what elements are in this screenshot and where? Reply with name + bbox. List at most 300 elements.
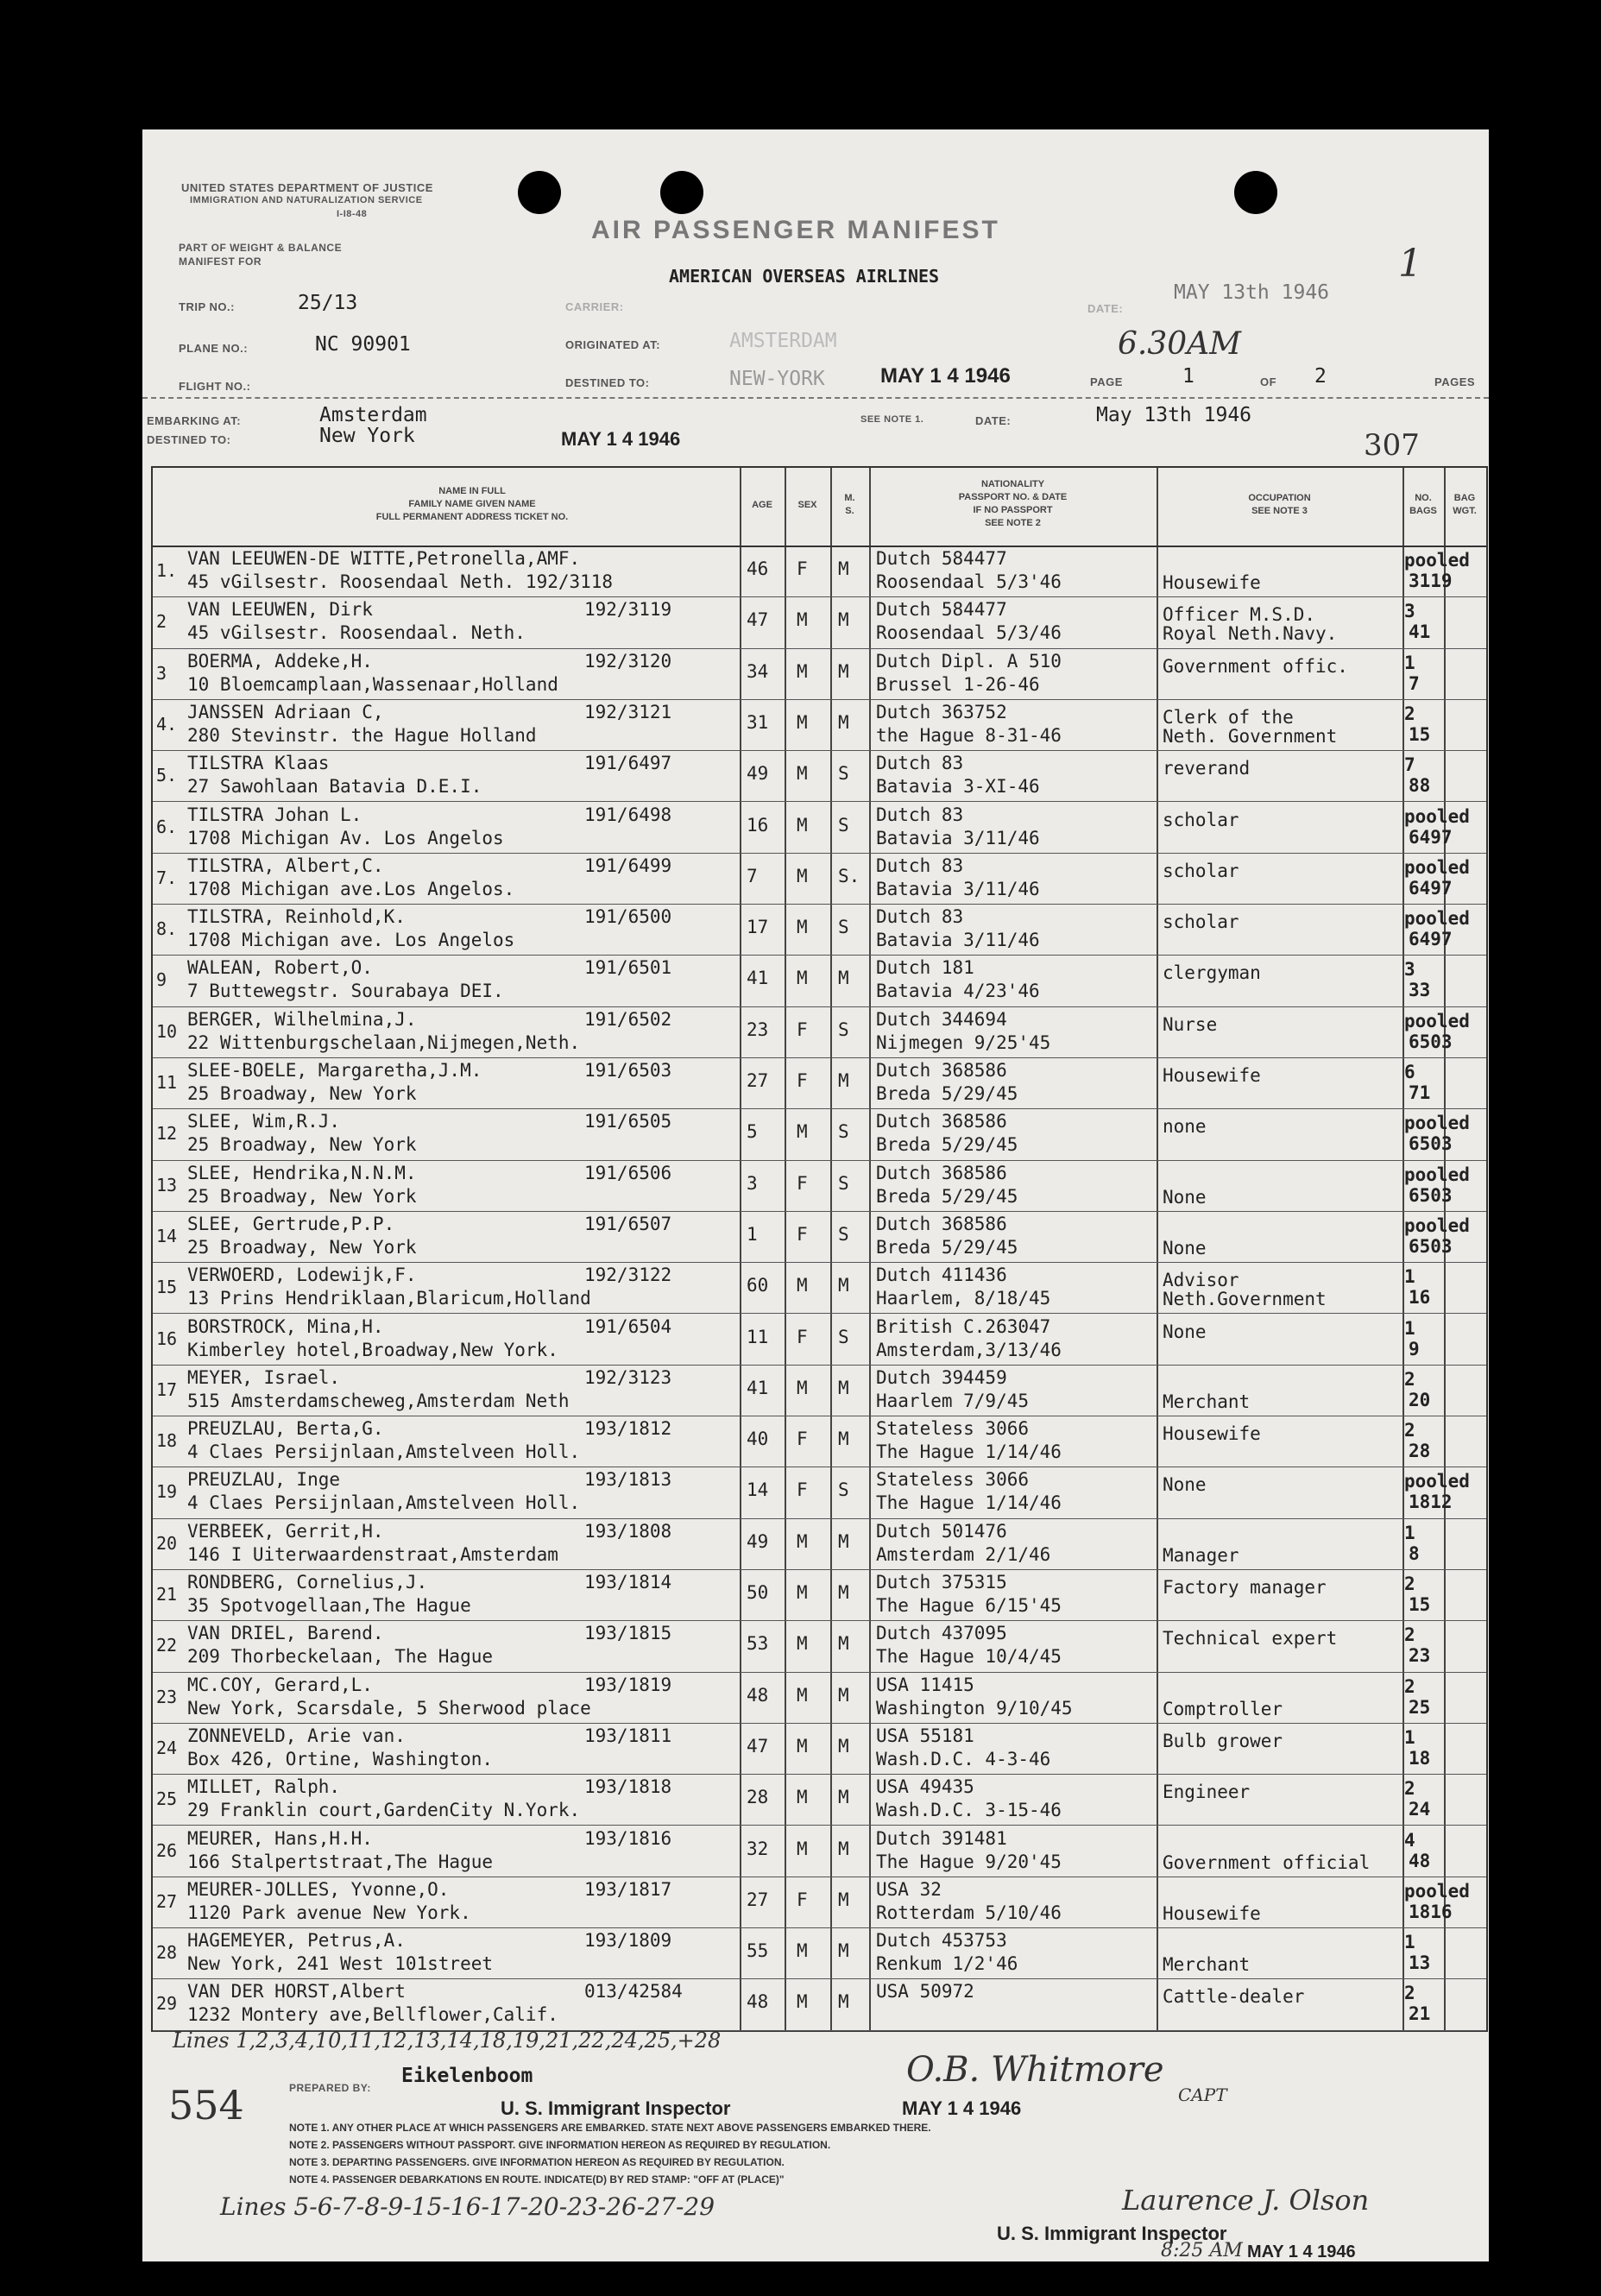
cell-sex: M — [797, 1121, 808, 1143]
carrier-label: CARRIER: — [565, 300, 624, 313]
cell-bags: pooled — [1404, 1880, 1470, 1902]
embarking-value: Amsterdam — [319, 404, 427, 426]
cell-nat1: Dutch 363752 — [876, 701, 1007, 722]
cell-wt: 21 — [1409, 2003, 1431, 2025]
cell-ticket: 191/6501 — [584, 957, 672, 979]
cell-nat1: British C.263047 — [876, 1315, 1051, 1337]
cell-wt: 15 — [1409, 723, 1431, 745]
cell-addr: 1232 Montery ave,Bellflower,Calif. — [187, 2004, 558, 2026]
cell-bags: 1 — [1404, 652, 1415, 673]
cell-ticket: 193/1812 — [584, 1418, 672, 1440]
cell-bags: pooled — [1404, 1010, 1470, 1031]
cell-occ1: scholar — [1163, 860, 1239, 881]
cell-nat1: Dutch 83 — [876, 753, 964, 774]
cell-nat1: Dutch 344694 — [876, 1008, 1007, 1030]
cell-name: TILSTRA, Reinhold,K. — [187, 906, 406, 928]
captain-title: CAPT — [1178, 2085, 1227, 2105]
table-row — [153, 1978, 1486, 2030]
cell-n: 19 — [156, 1481, 178, 1503]
cell-wt: 3119 — [1409, 571, 1453, 591]
note-line: NOTE 2. PASSENGERS WITHOUT PASSPORT. GIVE INFORMATION HEREON AS REQUIRED BY REGULATION. — [289, 2139, 831, 2151]
cell-nat2: Batavia 3/11/46 — [876, 878, 1040, 899]
cell-ms: S — [838, 1172, 849, 1194]
cell-n: 6. — [156, 816, 178, 837]
cell-wt: 7 — [1409, 672, 1420, 694]
cell-age: 31 — [747, 711, 769, 733]
see-note-1: SEE NOTE 1. — [860, 414, 924, 425]
header-line: PASSPORT NO. & DATE — [958, 492, 1068, 502]
inspector-date-2: MAY 1 4 1946 — [1247, 2242, 1356, 2261]
cell-ms: M — [838, 1735, 849, 1757]
cell-occ2: Merchant — [1163, 1954, 1251, 1976]
page-label: PAGE — [1090, 375, 1123, 388]
cell-ms: M — [838, 558, 849, 579]
manifest-date: MAY 13th 1946 — [1174, 281, 1330, 304]
cell-sex: M — [797, 1377, 808, 1398]
cell-wt: 1812 — [1409, 1492, 1453, 1513]
cell-bags: 1 — [1404, 1932, 1415, 1953]
cell-addr: 25 Broadway, New York — [187, 1236, 417, 1258]
cell-wt: 28 — [1409, 1441, 1431, 1462]
cell-ticket: 193/1811 — [584, 1725, 672, 1746]
cell-bags: 7 — [1404, 754, 1415, 776]
cell-addr: Box 426, Ortine, Washington. — [187, 1748, 494, 1769]
cell-nat2: Brussel 1-26-46 — [876, 673, 1040, 695]
cell-age: 48 — [747, 1684, 769, 1706]
header-line: WGT. — [1453, 506, 1477, 516]
cell-bags: 1 — [1404, 1522, 1415, 1543]
date2-label: DATE: — [975, 414, 1012, 427]
flight-label: FLIGHT NO.: — [179, 380, 251, 393]
cell-bags: 1 — [1404, 1726, 1415, 1748]
punch-hole — [1234, 171, 1277, 214]
cell-sex: M — [797, 1838, 808, 1859]
cell-name: MILLET, Ralph. — [187, 1776, 341, 1798]
cell-occ1: Officer M.S.D. — [1163, 604, 1316, 626]
cell-name: SLEE, Hendrika,N.N.M. — [187, 1162, 417, 1183]
cell-nat1: Dutch 584477 — [876, 599, 1007, 621]
cell-sex: F — [797, 1223, 808, 1245]
table-row — [153, 1877, 1486, 1928]
cell-nat2: Nijmegen 9/25'45 — [876, 1031, 1051, 1053]
cell-sex: M — [797, 1530, 808, 1552]
cell-nat1: Dutch 411436 — [876, 1265, 1007, 1286]
cell-bags: pooled — [1404, 805, 1470, 827]
cell-bags: 2 — [1404, 1675, 1415, 1697]
cell-sex: M — [797, 1633, 808, 1655]
cell-ms: M — [838, 1429, 849, 1450]
cell-nat1: Stateless 3066 — [876, 1418, 1030, 1440]
inspector-title-1: U. S. Immigrant Inspector — [501, 2097, 731, 2119]
cell-occ1: Government offic. — [1163, 655, 1348, 677]
cell-addr: Kimberley hotel,Broadway,New York. — [187, 1339, 558, 1360]
note-line: NOTE 3. DEPARTING PASSENGERS. GIVE INFORMATION HEREON AS REQUIRED BY REGULATION. — [289, 2156, 785, 2168]
cell-nat2: The Hague 6/15'45 — [876, 1595, 1062, 1616]
cell-age: 28 — [747, 1787, 769, 1808]
cell-ticket: 193/1816 — [584, 1827, 672, 1849]
cell-wt: 6503 — [1409, 1133, 1453, 1155]
cell-bags: 2 — [1404, 1420, 1415, 1441]
header-line: FULL PERMANENT ADDRESS TICKET NO. — [375, 512, 569, 522]
table-row — [153, 648, 1486, 700]
cell-name: BOERMA, Addeke,H. — [187, 650, 373, 672]
cell-ticket: 191/6505 — [584, 1111, 672, 1132]
cell-addr: 209 Thorbeckelaan, The Hague — [187, 1646, 494, 1668]
cell-wt: 15 — [1409, 1594, 1431, 1615]
cell-ms: S. — [838, 865, 860, 886]
cell-wt: 8 — [1409, 1542, 1420, 1564]
cell-nat2: Breda 5/29/45 — [876, 1236, 1018, 1258]
table-row — [153, 1108, 1486, 1160]
cell-n: 12 — [156, 1123, 178, 1145]
page-total: 2 — [1314, 365, 1327, 388]
cell-nat2: Wash.D.C. 3-15-46 — [876, 1800, 1062, 1821]
page-number: 1 — [1182, 365, 1194, 388]
cell-nat2: Batavia 4/23'46 — [876, 981, 1040, 1002]
handwritten-554: 554 — [168, 2082, 244, 2129]
cell-name: WALEAN, Robert,O. — [187, 957, 373, 979]
cell-nat1: Dutch 83 — [876, 855, 964, 876]
cell-age: 7 — [747, 865, 758, 886]
cell-occ2: Comptroller — [1163, 1698, 1283, 1719]
cell-ticket: 192/3123 — [584, 1366, 672, 1388]
cell-occ1: Housewife — [1163, 1065, 1261, 1086]
cell-ticket: 193/1817 — [584, 1878, 672, 1900]
cell-addr: 29 Franklin court,GardenCity N.York. — [187, 1800, 581, 1821]
cell-bags: pooled — [1404, 856, 1470, 878]
bags-column-header — [1402, 492, 1444, 518]
cell-occ1: reverand — [1163, 758, 1251, 779]
cell-bags: pooled — [1404, 550, 1470, 571]
cell-wt: 6503 — [1409, 1184, 1453, 1206]
cell-sex: M — [797, 1684, 808, 1706]
cell-addr: 45 vGilsestr. Roosendaal. Neth. — [187, 622, 526, 644]
cell-occ2: Neth. Government — [1163, 725, 1338, 747]
cell-ticket: 191/6498 — [584, 804, 672, 825]
cell-occ1: None — [1163, 1474, 1207, 1496]
cell-name: SLEE, Wim,R.J. — [187, 1111, 341, 1132]
table-header — [153, 468, 1486, 547]
cell-n: 4. — [156, 713, 178, 735]
table-row — [153, 1774, 1486, 1826]
cell-wt: 24 — [1409, 1799, 1431, 1820]
cell-ticket: 192/3121 — [584, 701, 672, 722]
cell-ms: M — [838, 1684, 849, 1706]
nationality-column-header — [869, 478, 1157, 530]
cell-ms: M — [838, 711, 849, 733]
table-row — [153, 1826, 1486, 1877]
cell-bags: 2 — [1404, 1574, 1415, 1594]
divider — [142, 397, 1489, 399]
cell-addr: 1120 Park avenue New York. — [187, 1902, 471, 1923]
cell-n: 13 — [156, 1174, 178, 1195]
cell-sex: M — [797, 968, 808, 989]
cell-addr: New York, 241 West 101street — [187, 1953, 494, 1975]
cell-nat1: Dutch 391481 — [876, 1827, 1007, 1849]
cell-nat1: Dutch 394459 — [876, 1366, 1007, 1388]
cell-n: 14 — [156, 1225, 178, 1246]
cell-bags: 1 — [1404, 1317, 1415, 1339]
cell-name: VERBEEK, Gerrit,H. — [187, 1520, 384, 1542]
cell-bags: pooled — [1404, 1113, 1470, 1134]
cell-sex: M — [797, 1275, 808, 1296]
cell-nat2: The Hague 10/4/45 — [876, 1646, 1062, 1668]
cell-nat1: Dutch Dipl. A 510 — [876, 650, 1062, 672]
cell-ticket: 191/6506 — [584, 1162, 672, 1183]
cell-bags: 2 — [1404, 1778, 1415, 1800]
cell-age: 55 — [747, 1940, 769, 1962]
cell-ticket: 193/1814 — [584, 1572, 672, 1593]
cell-bags: 6 — [1404, 1062, 1415, 1082]
cell-sex: M — [797, 660, 808, 682]
cell-ms: S — [838, 1223, 849, 1245]
cell-sex: M — [797, 1582, 808, 1603]
table-row — [153, 1416, 1486, 1467]
cell-ms: M — [838, 1991, 849, 2013]
cell-addr: New York, Scarsdale, 5 Sherwood place — [187, 1697, 591, 1719]
cell-nat1: Dutch 437095 — [876, 1623, 1007, 1644]
cell-bags: 2 — [1404, 1368, 1415, 1390]
cell-nat2: Roosendaal 5/3/46 — [876, 622, 1062, 644]
table-row — [153, 904, 1486, 956]
cell-name: PREUZLAU, Berta,G. — [187, 1418, 384, 1440]
cell-sex: F — [797, 1070, 808, 1091]
header-line: FAMILY NAME GIVEN NAME — [408, 499, 536, 509]
cell-age: 5 — [747, 1121, 758, 1143]
ms-column-header — [830, 492, 869, 518]
cell-sex: M — [797, 711, 808, 733]
cell-bags: 1 — [1404, 1266, 1415, 1288]
carrier-name: AMERICAN OVERSEAS AIRLINES — [669, 266, 940, 287]
table-row — [153, 1672, 1486, 1724]
cell-nat1: USA 11415 — [876, 1674, 974, 1695]
cell-nat1: USA 49435 — [876, 1776, 974, 1798]
name-column-header — [256, 485, 688, 524]
cell-ticket: 193/1813 — [584, 1469, 672, 1491]
pages-label: PAGES — [1434, 375, 1476, 388]
cell-wt: 16 — [1409, 1287, 1431, 1309]
prepared-by: Eikelenboom — [401, 2065, 533, 2087]
table-row — [153, 1006, 1486, 1058]
cell-nat2: Renkum 1/2'46 — [876, 1953, 1018, 1975]
handwritten-page-mark: 1 — [1398, 242, 1422, 286]
cell-ticket: 191/6504 — [584, 1315, 672, 1337]
cell-n: 10 — [156, 1020, 178, 1042]
cell-occ1: None — [1163, 1321, 1207, 1342]
header-line: NATIONALITY — [980, 479, 1045, 489]
cell-ticket: 191/6500 — [584, 906, 672, 928]
cell-nat1: Dutch 181 — [876, 957, 974, 979]
cell-ticket: 193/1818 — [584, 1776, 672, 1798]
handwritten-lines-2: Lines 5-6-7-8-9-15-16-17-20-23-26-27-29 — [220, 2192, 715, 2221]
cell-ms: S — [838, 814, 849, 836]
cell-addr: 25 Broadway, New York — [187, 1185, 417, 1207]
embarking-label: EMBARKING AT: — [147, 414, 242, 427]
cell-wt: 6503 — [1409, 1031, 1453, 1052]
cell-wt: 9 — [1409, 1338, 1420, 1359]
date-stamp-2: MAY 1 4 1946 — [561, 428, 681, 450]
punch-hole — [518, 171, 561, 214]
cell-addr: 4 Claes Persijnlaan,Amstelveen Holl. — [187, 1441, 581, 1463]
cell-occ1: scholar — [1163, 911, 1239, 933]
destined-label: DESTINED TO: — [565, 376, 650, 389]
cell-ticket: 193/1808 — [584, 1520, 672, 1542]
cell-age: 41 — [747, 1377, 769, 1398]
inspector-signature: Laurence J. Olson — [1122, 2184, 1370, 2217]
cell-wt: 25 — [1409, 1696, 1431, 1718]
table-row — [153, 596, 1486, 648]
cell-wt: 41 — [1409, 621, 1431, 643]
cell-addr: 515 Amsterdamscheweg,Amsterdam Neth — [187, 1390, 570, 1411]
cell-nat2: The Hague 1/14/46 — [876, 1441, 1062, 1463]
cell-wt: 33 — [1409, 980, 1431, 1001]
cell-age: 49 — [747, 1530, 769, 1552]
handwritten-time: 6.30AM — [1118, 326, 1242, 362]
cell-addr: 280 Stevinstr. the Hague Holland — [187, 724, 537, 746]
plane-number: NC 90901 — [315, 333, 411, 356]
cell-wt: 6497 — [1409, 929, 1453, 950]
cell-n: 11 — [156, 1072, 178, 1093]
cell-addr: 1708 Michigan ave.Los Angelos. — [187, 878, 515, 899]
header-line: SEE NOTE 2 — [985, 518, 1041, 528]
cell-addr: 4 Claes Persijnlaan,Amstelveen Holl. — [187, 1492, 581, 1514]
cell-addr: 166 Stalpertstraat,The Hague — [187, 1851, 494, 1872]
cell-age: 27 — [747, 1889, 769, 1910]
cell-wt: 6503 — [1409, 1235, 1453, 1257]
cell-wt: 71 — [1409, 1082, 1431, 1103]
cell-bags: 3 — [1404, 959, 1415, 981]
header-line: NO. — [1415, 493, 1432, 503]
cell-nat1: USA 32 — [876, 1878, 942, 1900]
cell-occ2: Merchant — [1163, 1391, 1251, 1412]
cell-wt: 1816 — [1409, 1901, 1453, 1922]
cell-age: 48 — [747, 1991, 769, 2013]
cell-age: 41 — [747, 968, 769, 989]
cell-n: 15 — [156, 1277, 178, 1298]
cell-name: RONDBERG, Cornelius,J. — [187, 1572, 428, 1593]
cell-age: 49 — [747, 763, 769, 785]
cell-nat2: Haarlem, 8/18/45 — [876, 1288, 1051, 1309]
cell-nat2: Wash.D.C. 4-3-46 — [876, 1748, 1051, 1769]
cell-bags: 4 — [1404, 1829, 1415, 1851]
age-column-header: AGE — [752, 500, 772, 510]
cell-n: 21 — [156, 1584, 178, 1605]
cell-occ1: Bulb grower — [1163, 1730, 1283, 1751]
cell-sex: M — [797, 814, 808, 836]
inspector-date-1: MAY 1 4 1946 — [902, 2097, 1022, 2119]
cell-ms: M — [838, 1889, 849, 1910]
cell-ms: M — [838, 1275, 849, 1296]
cell-n: 25 — [156, 1788, 178, 1810]
cell-addr: 22 Wittenburgschelaan,Nijmegen,Neth. — [187, 1031, 581, 1053]
cell-age: 32 — [747, 1838, 769, 1859]
bag-weight-column-header — [1444, 492, 1485, 518]
date-stamp: MAY 1 4 1946 — [880, 364, 1011, 388]
cell-age: 16 — [747, 814, 769, 836]
cell-n: 2 — [156, 611, 167, 633]
cell-ticket: 191/6499 — [584, 855, 672, 876]
cell-nat2: Amsterdam 2/1/46 — [876, 1543, 1051, 1565]
cell-sex: M — [797, 865, 808, 886]
cell-wt: 20 — [1409, 1389, 1431, 1410]
cell-name: TILSTRA Johan L. — [187, 804, 362, 825]
manifest-for-label: MANIFEST FOR — [179, 255, 262, 268]
agency-sub: IMMIGRATION AND NATURALIZATION SERVICE — [190, 195, 423, 205]
cell-occ1: Clerk of the — [1163, 706, 1294, 728]
table-row — [153, 1467, 1486, 1518]
cell-name: VERWOERD, Lodewijk,F. — [187, 1265, 417, 1286]
cell-n: 24 — [156, 1737, 178, 1758]
cell-wt: 88 — [1409, 775, 1431, 797]
table-row — [153, 699, 1486, 751]
cell-nat1: Dutch 368586 — [876, 1213, 1007, 1234]
header-line: M. — [844, 493, 855, 503]
cell-sex: M — [797, 1787, 808, 1808]
cell-wt: 6497 — [1409, 826, 1453, 848]
cell-sex: M — [797, 917, 808, 938]
cell-name: VAN LEEUWEN, Dirk — [187, 599, 373, 621]
header-line: SEE NOTE 3 — [1251, 506, 1308, 516]
form-title: AIR PASSENGER MANIFEST — [591, 216, 1000, 244]
originated-value: AMSTERDAM — [729, 330, 837, 352]
destined-value: NEW-YORK — [729, 368, 825, 390]
cell-wt: 18 — [1409, 1747, 1431, 1769]
cell-ticket: 191/6502 — [584, 1008, 672, 1030]
cell-occ1: Factory manager — [1163, 1577, 1327, 1598]
cell-name: BERGER, Wilhelmina,J. — [187, 1008, 417, 1030]
cell-name: MC.COY, Gerard,L. — [187, 1674, 373, 1695]
cell-addr: 25 Broadway, New York — [187, 1083, 417, 1104]
cell-occ1: none — [1163, 1116, 1207, 1138]
cell-addr: 25 Broadway, New York — [187, 1134, 417, 1156]
cell-n: 29 — [156, 1993, 178, 2015]
cell-n: 20 — [156, 1532, 178, 1554]
cell-name: VAN DER HORST,Albert — [187, 1981, 406, 2003]
cell-occ2: Manager — [1163, 1544, 1239, 1566]
cell-n: 18 — [156, 1430, 178, 1452]
cell-occ1: Housewife — [1163, 1423, 1261, 1445]
cell-name: SLEE-BOELE, Margaretha,J.M. — [187, 1060, 482, 1081]
cell-sex: F — [797, 1479, 808, 1501]
cell-name: TILSTRA, Albert,C. — [187, 855, 384, 876]
prepared-label: PREPARED BY: — [289, 2082, 371, 2094]
cell-addr: 35 Spotvogellaan,The Hague — [187, 1595, 471, 1616]
destined2-value: New York — [319, 425, 415, 447]
cell-addr: 7 Buttewegstr. Sourabaya DEI. — [187, 981, 504, 1002]
cell-bags: pooled — [1404, 908, 1470, 930]
cell-occ2: Neth.Government — [1163, 1289, 1327, 1310]
cell-ticket: 192/3122 — [584, 1265, 672, 1286]
cell-name: SLEE, Gertrude,P.P. — [187, 1213, 395, 1234]
header-line: BAG — [1453, 493, 1476, 503]
plane-label: PLANE NO.: — [179, 342, 249, 355]
cell-nat1: Dutch 501476 — [876, 1520, 1007, 1542]
cell-occ1: scholar — [1163, 809, 1239, 830]
cell-nat2: Breda 5/29/45 — [876, 1185, 1018, 1207]
table-row — [153, 1262, 1486, 1314]
cell-ticket: 193/1815 — [584, 1623, 672, 1644]
table-row — [153, 1057, 1486, 1109]
cell-sex: F — [797, 1889, 808, 1910]
cell-occ1: Advisor — [1163, 1270, 1239, 1291]
cell-nat1: Dutch 375315 — [876, 1572, 1007, 1593]
cell-ticket: 193/1819 — [584, 1674, 672, 1695]
table-row — [153, 1211, 1486, 1263]
cell-ms: M — [838, 1787, 849, 1808]
cell-name: TILSTRA Klaas — [187, 753, 330, 774]
cell-n: 9 — [156, 969, 167, 991]
cell-wt: 23 — [1409, 1645, 1431, 1667]
